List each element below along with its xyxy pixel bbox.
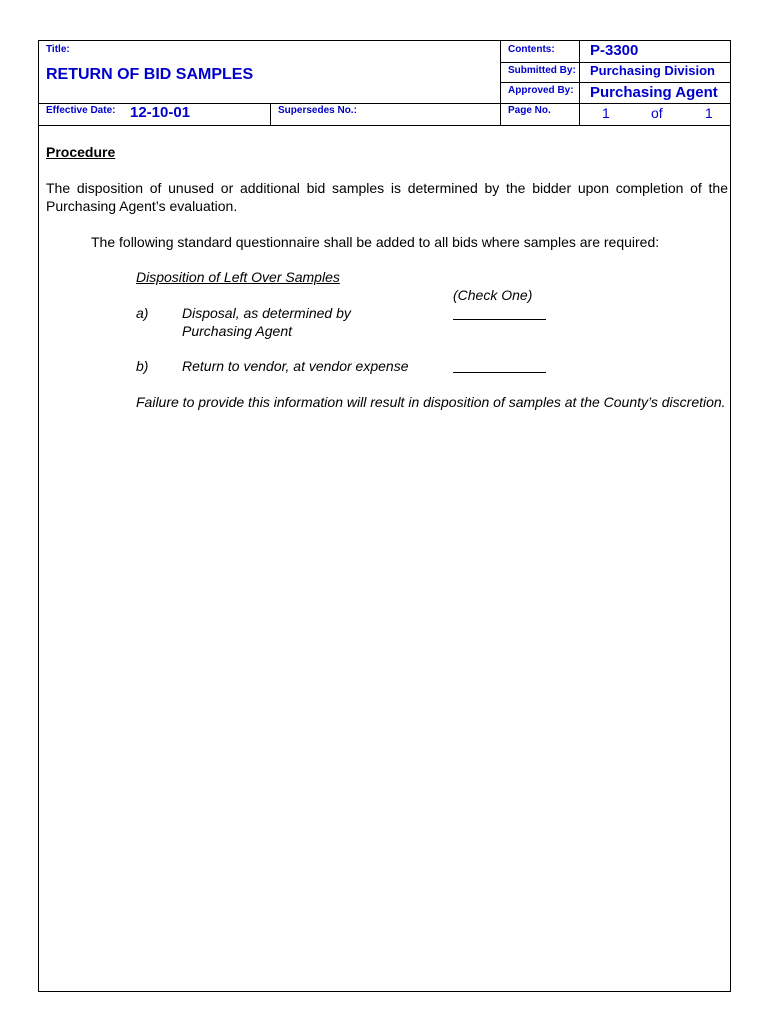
option-b-marker: b) bbox=[136, 358, 149, 374]
questionnaire-intro: The following standard questionnaire shall be added to all bids where samples are required: bbox=[91, 234, 660, 250]
page-current: 1 bbox=[602, 105, 610, 121]
procedure-heading: Procedure bbox=[46, 144, 116, 160]
submitted-by-value: Purchasing Division bbox=[590, 63, 715, 78]
effective-date-label: Effective Date: bbox=[46, 105, 116, 116]
title-label: Title: bbox=[46, 44, 70, 55]
failure-note: Failure to provide this information will result in disposition of samples at the County’s discretion. bbox=[136, 394, 726, 410]
supersedes-label: Supersedes No.: bbox=[278, 105, 357, 116]
effective-date-value: 12-10-01 bbox=[130, 104, 191, 121]
page-total: 1 bbox=[705, 105, 713, 121]
disposition-heading: Disposition of Left Over Samples bbox=[136, 269, 340, 285]
option-b-check-line[interactable] bbox=[453, 372, 546, 373]
option-a-marker: a) bbox=[136, 305, 149, 321]
header-divider-submitted bbox=[500, 82, 730, 83]
contents-label: Contents: bbox=[508, 44, 555, 55]
approved-by-label: Approved By: bbox=[508, 85, 574, 96]
check-one-label: (Check One) bbox=[453, 287, 533, 303]
option-a-check-line[interactable] bbox=[453, 319, 546, 320]
document-frame bbox=[38, 40, 731, 992]
header-divider-values bbox=[579, 41, 580, 125]
option-a-text-line2: Purchasing Agent bbox=[182, 323, 292, 339]
header-divider-supersedes bbox=[270, 103, 271, 125]
header-divider-vertical bbox=[500, 41, 501, 125]
header-block bbox=[39, 41, 730, 126]
option-b-text: Return to vendor, at vendor expense bbox=[182, 358, 409, 374]
page-of: of bbox=[651, 105, 663, 121]
approved-by-value: Purchasing Agent bbox=[590, 84, 718, 101]
page-no-label: Page No. bbox=[508, 105, 551, 116]
option-a-text-line1: Disposal, as determined by bbox=[182, 305, 351, 321]
document-title: RETURN OF BID SAMPLES bbox=[46, 66, 254, 83]
contents-value: P-3300 bbox=[590, 42, 639, 59]
submitted-by-label: Submitted By: bbox=[508, 65, 576, 76]
intro-paragraph: The disposition of unused or additional bid samples is determined by the bidder upon completion of the Purchasing Agent’s evaluation. bbox=[46, 180, 728, 214]
